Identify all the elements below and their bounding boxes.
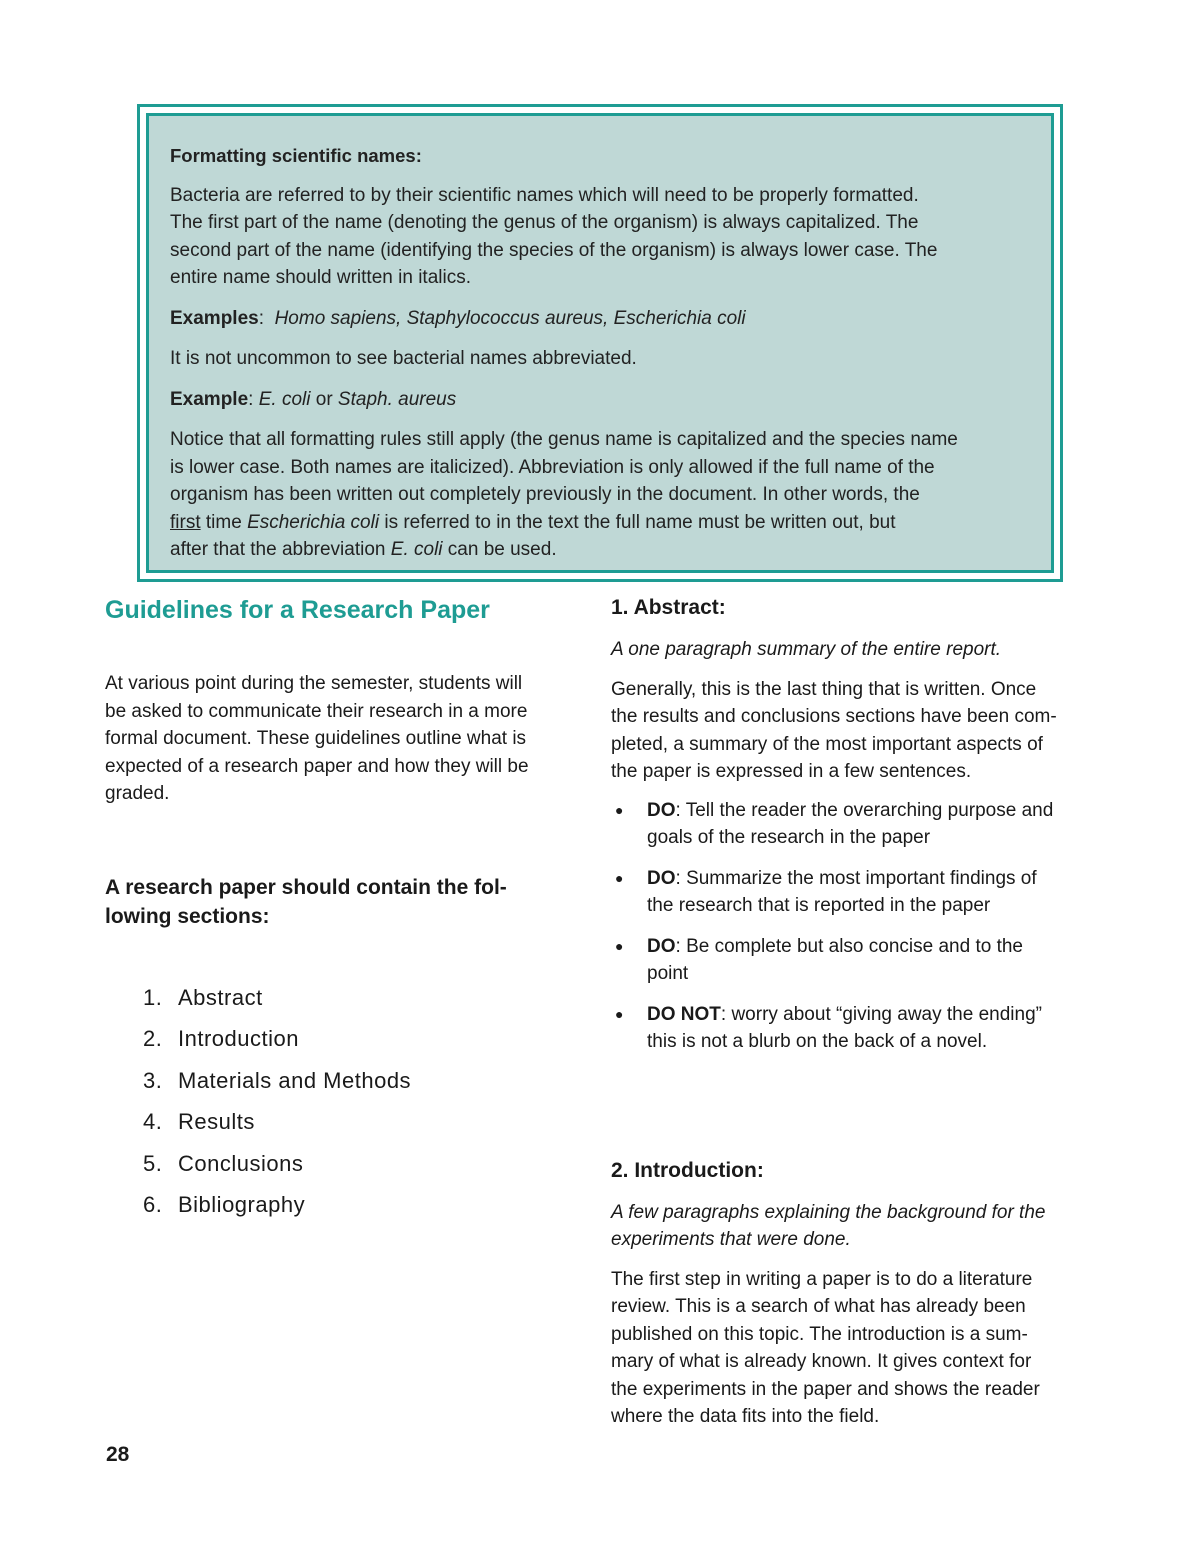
text-line: A research paper should contain the fol-: [105, 875, 507, 899]
notice-genus: Escherichia coli: [247, 511, 380, 533]
list-number: 6.: [143, 1192, 163, 1218]
list-item: [143, 1107, 590, 1149]
list-number: 3.: [143, 1067, 163, 1093]
text-line: published on this topic. The introduction is a sum-: [611, 1323, 1028, 1345]
callout-paragraph-1: [170, 182, 1029, 292]
text-line: formal document. These guidelines outline what is: [105, 728, 527, 749]
text-line: the results and conclusions sections have been com-: [611, 706, 1057, 727]
bullet-bold: DO: [647, 867, 676, 889]
list-label: Abstract: [178, 984, 263, 1010]
notice-abbr: E. coli: [390, 539, 443, 560]
callout-examples: Examples: Homo sapiens, Staphylococcus aureus, Escherichia coli: [170, 307, 746, 329]
text-line: Generally, this is the last thing that is written. Once: [611, 678, 1037, 700]
list-number: 4.: [143, 1109, 163, 1135]
bullet-bold: DO NOT: [647, 1003, 721, 1025]
bullet-sep: :: [675, 799, 686, 821]
text-line: the experiments in the paper and shows the reader: [611, 1378, 1040, 1400]
text-line: organism has been written out completely previously in the document. In other words, the: [170, 484, 920, 505]
example-a: E. coli: [258, 388, 311, 410]
right-column: [611, 592, 1095, 1431]
list-label: Results: [178, 1109, 255, 1135]
notice-time: time: [200, 511, 248, 533]
text-line: At various point during the semester, students will: [105, 673, 523, 694]
sections-heading: [105, 873, 590, 931]
text-line: The first step in writing a paper is to do a literature: [611, 1268, 1033, 1290]
notice-after: after that the abbreviation: [170, 539, 391, 560]
list-number: 2.: [143, 1026, 163, 1052]
notice-first: first: [170, 511, 201, 533]
page-title: Guidelines for a Research Paper: [105, 596, 490, 624]
list-label: Materials and Methods: [178, 1067, 412, 1093]
example-label: Example: [170, 388, 249, 410]
text-line: worry about “giving away the ending”: [731, 1003, 1042, 1025]
text-line: is lower case. Both names are italicized). Abbreviation is only allowed if the full name of the: [170, 456, 935, 478]
list-number: 1.: [143, 984, 163, 1010]
bullet-bold: DO: [647, 935, 676, 957]
abstract-summary: A one paragraph summary of the entire report.: [611, 639, 1002, 660]
introduction-summary: [611, 1199, 1095, 1254]
bullet-bold: DO: [647, 799, 676, 821]
sections-list: [105, 983, 590, 1233]
callout-notice: [170, 426, 1029, 564]
text-line: the research that is reported in the paper: [647, 895, 991, 916]
list-item: [143, 983, 590, 1025]
page-number: 28: [106, 1443, 130, 1466]
text-line: mary of what is already known. It gives context for: [611, 1351, 1032, 1372]
notice-end: can be used.: [442, 539, 557, 560]
text-line: the paper is expressed in a few sentences.: [611, 761, 972, 782]
text-line: graded.: [105, 783, 170, 804]
formatting-callout-box: [137, 104, 1063, 582]
callout-title: Formatting scientific names:: [170, 145, 422, 166]
list-item: [611, 865, 1095, 920]
text-line: pleted, a summary of the most important aspects of: [611, 733, 1043, 755]
text-line: this is not a blurb on the back of a novel.: [647, 1031, 988, 1052]
callout-abbrev-note: It is not uncommon to see bacterial names abbreviated.: [170, 348, 637, 369]
bullet-icon: ●: [615, 801, 624, 818]
list-label: Introduction: [178, 1026, 299, 1052]
bullet-sep: :: [675, 867, 687, 889]
text-line: A few paragraphs explaining the background for the: [611, 1201, 1046, 1223]
example-b: Staph. aureus: [337, 388, 457, 410]
introduction-heading: 2. Introduction:: [611, 1158, 764, 1182]
text-line: Summarize the most important findings of: [686, 867, 1037, 889]
intro-paragraph: [105, 670, 590, 808]
example-or: or: [310, 388, 338, 410]
bullet-icon: ●: [615, 869, 624, 886]
list-item: [143, 1024, 590, 1066]
text-line: be asked to communicate their research in a more: [105, 700, 528, 722]
list-item: [611, 1001, 1095, 1056]
list-item: [143, 1190, 590, 1232]
list-item: [611, 797, 1095, 852]
notice-rest: is referred to in the text the full name must be written out, but: [379, 511, 896, 533]
left-column: [105, 592, 590, 1232]
introduction-paragraph: [611, 1266, 1095, 1431]
text-line: experiments that were done.: [611, 1229, 851, 1250]
bullet-sep: :: [675, 935, 687, 957]
text-line: point: [647, 963, 689, 984]
bullet-sep: :: [720, 1003, 732, 1025]
list-number: 5.: [143, 1150, 163, 1176]
callout-example: Example: E. coli or Staph. aureus: [170, 388, 457, 410]
text-line: Bacteria are referred to by their scientific names which will need to be properly formatted.: [170, 184, 919, 206]
abstract-bullets: [611, 797, 1095, 1056]
examples-label: Examples: [170, 307, 259, 329]
text-line: review. This is a search of what has already been: [611, 1296, 1026, 1317]
abstract-paragraph: [611, 676, 1095, 786]
list-item: [143, 1066, 590, 1108]
abstract-heading: 1. Abstract:: [611, 596, 726, 619]
text-line: expected of a research paper and how they will be: [105, 755, 529, 777]
text-line: Tell the reader the overarching purpose and: [685, 799, 1054, 821]
text-line: goals of the research in the paper: [647, 827, 931, 848]
text-line: second part of the name (identifying the species of the organism) is always lower case. The: [170, 239, 938, 261]
list-label: Bibliography: [178, 1192, 306, 1218]
bullet-icon: ●: [615, 937, 624, 954]
text-line: Notice that all formatting rules still apply (the genus name is capitalized and the species name: [170, 429, 958, 450]
text-line: The first part of the name (denoting the genus of the organism) is always capitalized. The: [170, 212, 919, 233]
examples-value: Homo sapiens, Staphylococcus aureus, Escherichia coli: [274, 307, 746, 329]
list-label: Conclusions: [178, 1150, 304, 1176]
text-line: where the data fits into the field.: [611, 1406, 880, 1427]
text-line: entire name should written in italics.: [170, 267, 471, 288]
callout-content: [146, 113, 1054, 573]
list-item: [611, 933, 1095, 988]
list-item: [143, 1149, 590, 1191]
text-line: Be complete but also concise and to the: [686, 935, 1023, 957]
text-line: lowing sections:: [105, 904, 270, 928]
bullet-icon: ●: [615, 1005, 624, 1022]
